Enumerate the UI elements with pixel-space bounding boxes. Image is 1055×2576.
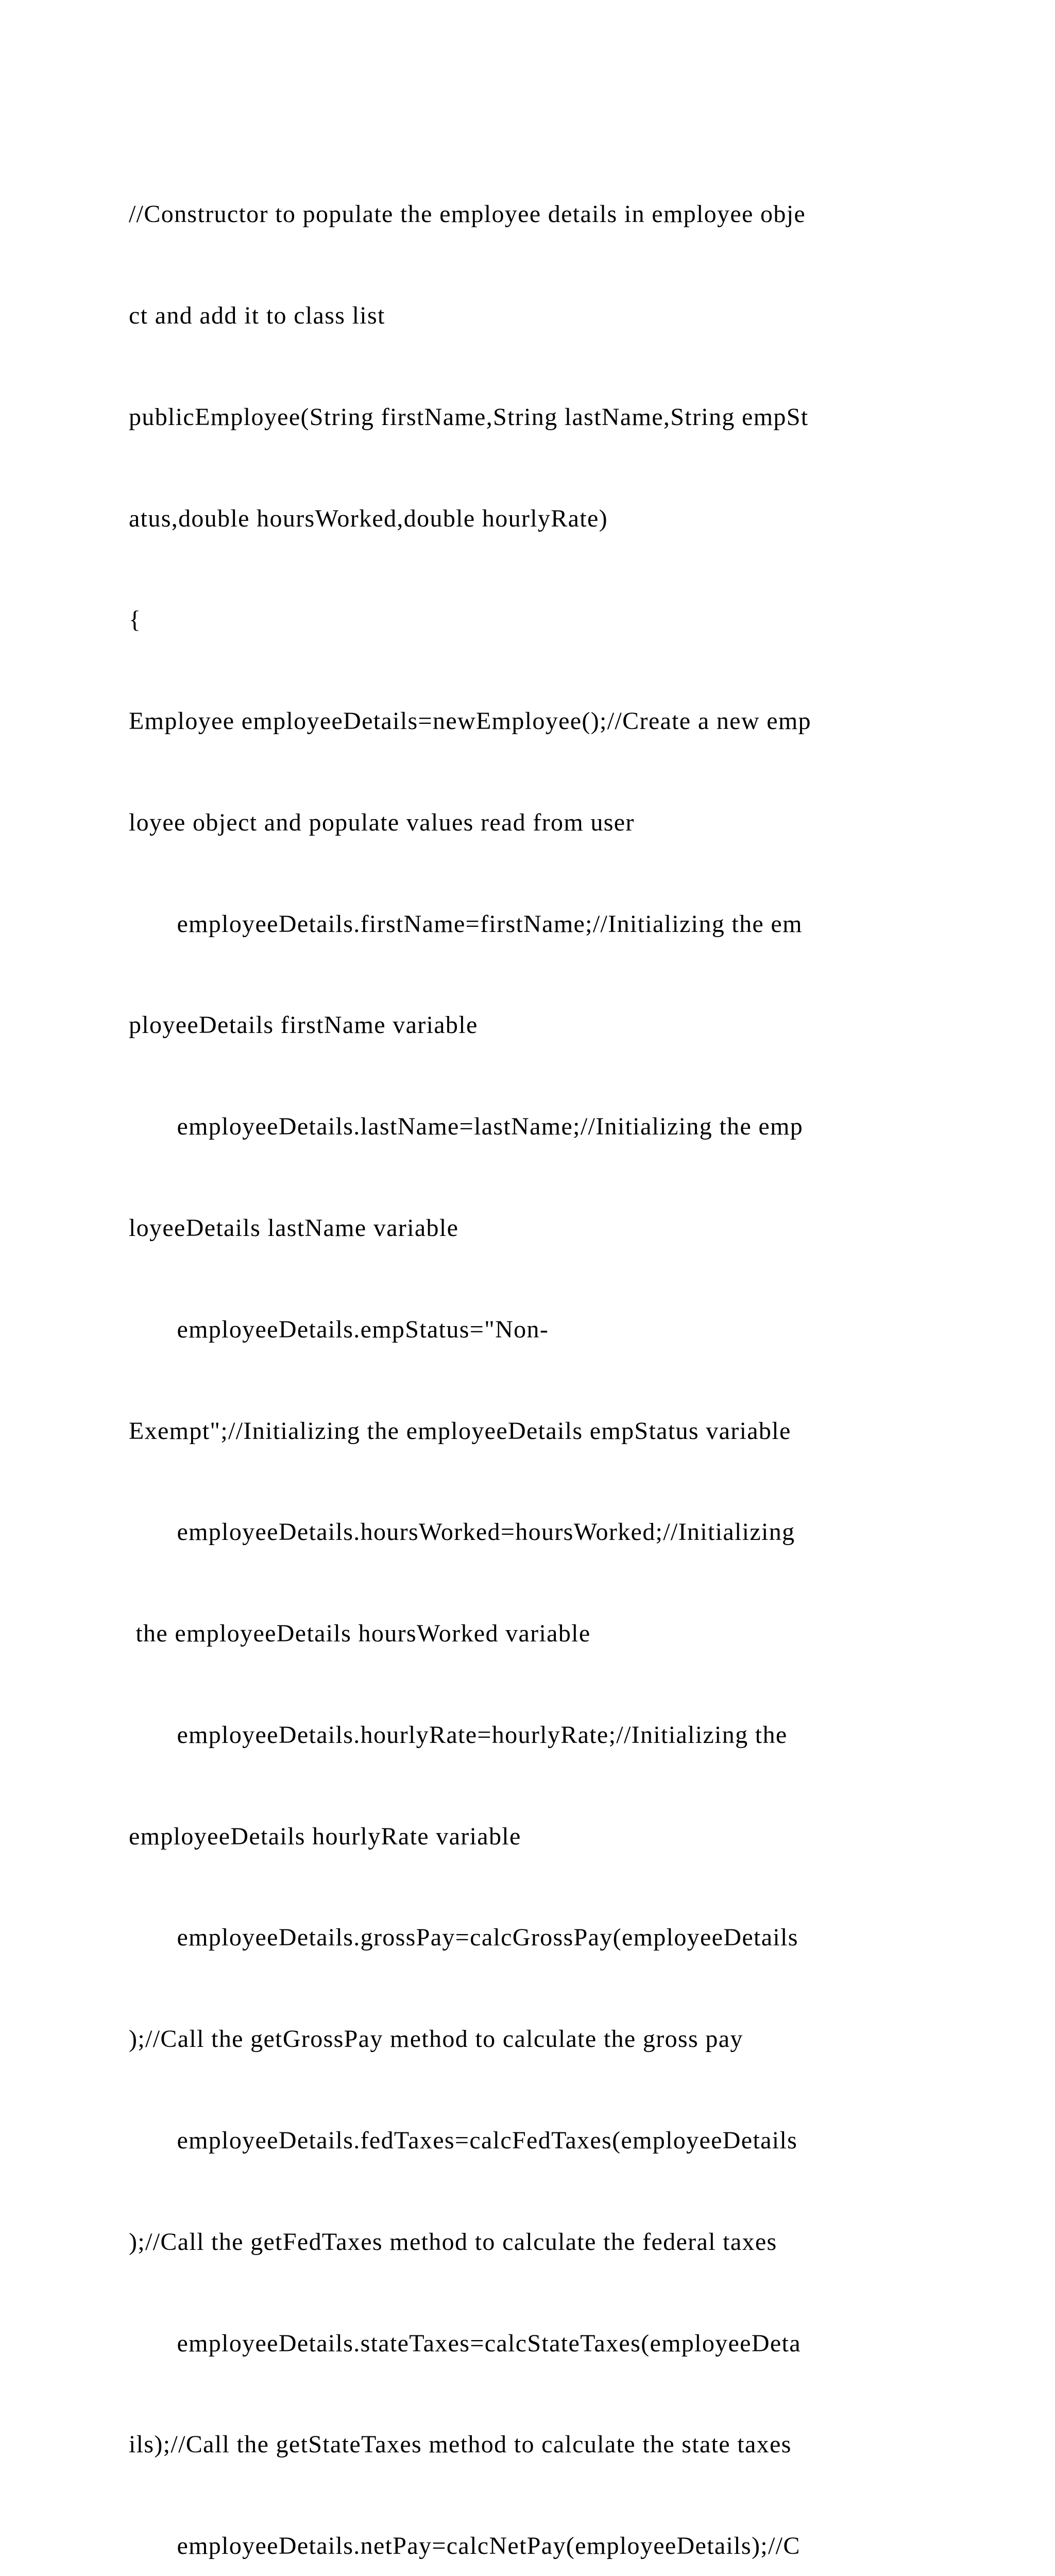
text-line: employeeDetails.hourlyRate=hourlyRate;//Initializing the	[129, 1721, 788, 1749]
code-text-block	[129, 130, 994, 2576]
text-line: employeeDetails.netPay=calcNetPay(employeeDetails);//C	[129, 2532, 801, 2560]
text-line: the employeeDetails hoursWorked variable	[129, 1620, 591, 1648]
text-line: loyee object and populate values read from user	[129, 808, 635, 836]
text-line: );//Call the getGrossPay method to calculate the gross pay	[129, 2025, 743, 2053]
text-line: employeeDetails.fedTaxes=calcFedTaxes(employeeDetails	[129, 2127, 798, 2155]
text-line: employeeDetails.hoursWorked=hoursWorked;//Initializing	[129, 1518, 795, 1546]
text-line: ct and add it to class list	[129, 301, 385, 329]
text-line: employeeDetails.grossPay=calcGrossPay(employeeDetails	[129, 1924, 798, 1952]
text-line: );//Call the getFedTaxes method to calculate the federal taxes	[129, 2228, 777, 2256]
text-line: ployeeDetails firstName variable	[129, 1011, 478, 1039]
text-line: loyeeDetails lastName variable	[129, 1214, 459, 1242]
text-line: ils);//Call the getStateTaxes method to calculate the state taxes	[129, 2431, 792, 2459]
text-line: Exempt";//Initializing the employeeDetails empStatus variable	[129, 1417, 791, 1445]
text-line: //Constructor to populate the employee details in employee obje	[129, 200, 806, 228]
text-line: employeeDetails.lastName=lastName;//Initializing the emp	[129, 1113, 804, 1141]
text-line: publicEmployee(String firstName,String lastName,String empSt	[129, 403, 809, 431]
text-line: Employee employeeDetails=newEmployee();//Create a new emp	[129, 707, 811, 735]
text-line: atus,double hoursWorked,double hourlyRate)	[129, 504, 608, 532]
text-line: employeeDetails.firstName=firstName;//Initializing the em	[129, 910, 803, 938]
text-line: {	[129, 606, 142, 634]
text-line: employeeDetails.empStatus="Non-	[129, 1315, 549, 1343]
text-line: employeeDetails.stateTaxes=calcStateTaxes(employeeDeta	[129, 2329, 801, 2357]
text-line: employeeDetails hourlyRate variable	[129, 1822, 521, 1850]
